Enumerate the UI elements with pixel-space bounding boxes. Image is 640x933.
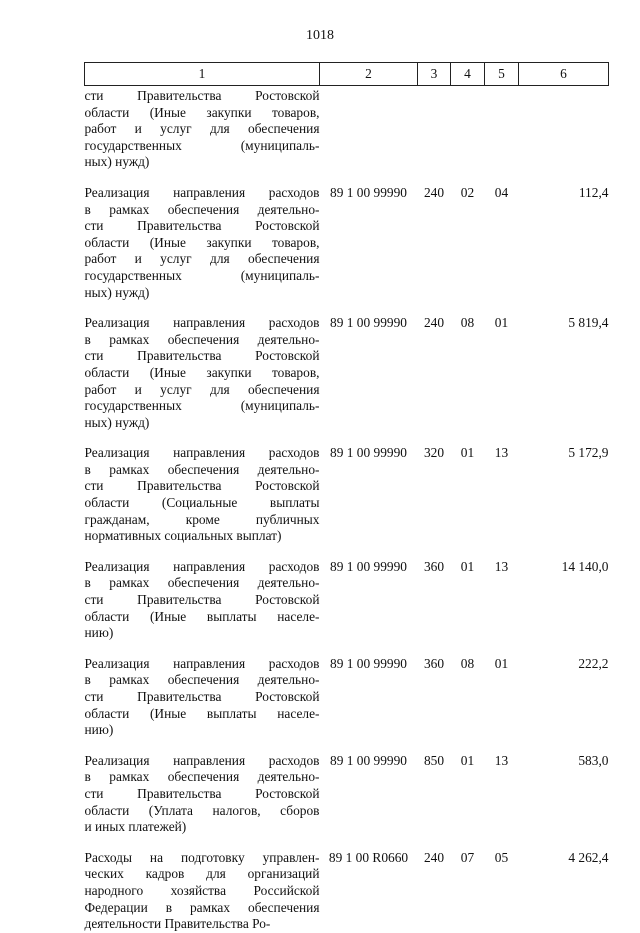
- description-line: ных) нужд): [84, 414, 150, 430]
- description-line: в рамках обеспечения деятельно-: [84, 672, 320, 688]
- description-line: нию): [84, 722, 114, 738]
- description-line: народного хозяйства Российской: [84, 882, 320, 898]
- row-spacer: [85, 171, 609, 185]
- description-line: гражданам, кроме публичных: [84, 511, 320, 527]
- description-line: сти Правительства Ростовской: [84, 218, 320, 234]
- target-article-code: 89 1 00 99990: [330, 655, 407, 671]
- description-line: области (Иные закупки товаров,: [84, 104, 320, 120]
- section-code: 08: [460, 315, 475, 331]
- table-row: [85, 315, 609, 431]
- subsection-code: 05: [494, 849, 509, 865]
- section-code: 01: [460, 445, 475, 461]
- description-line: области (Социальные выплаты: [84, 495, 320, 511]
- description-line: ных) нужд): [84, 154, 150, 170]
- description-line: в рамках обеспечения деятельно-: [84, 769, 320, 785]
- description-line: области (Иные закупки товаров,: [84, 234, 320, 250]
- amount-value: 5 172,9: [568, 445, 609, 461]
- subsection-code: 13: [494, 445, 509, 461]
- row-spacer: [85, 836, 609, 850]
- table-row: [85, 559, 609, 642]
- column-header-5: 5: [485, 63, 519, 86]
- description-line: сти Правительства Ростовской: [84, 478, 320, 494]
- description-line: Реализация направления расходов: [84, 558, 320, 574]
- page-number: 1018: [306, 28, 334, 43]
- description-line: Федерации в рамках обеспечения: [84, 899, 320, 915]
- description-line: Реализация направления расходов: [84, 184, 320, 200]
- section-code: 02: [460, 184, 475, 200]
- description-cell: [85, 86, 320, 171]
- column-header-4: 4: [451, 63, 485, 86]
- subsection-code: 01: [494, 655, 509, 671]
- description-line: ческих кадров для организаций: [84, 866, 320, 882]
- section-code: 01: [460, 558, 475, 574]
- description-line: в рамках обеспечения деятельно-: [84, 331, 320, 347]
- description-line: государственных (муниципаль-: [84, 398, 320, 414]
- amount-value: 583,0: [578, 752, 609, 768]
- section-code: 07: [460, 849, 475, 865]
- description-cell: [85, 753, 320, 836]
- description-line: Реализация направления расходов: [84, 655, 320, 671]
- expense-type-code: 240: [423, 184, 445, 200]
- empty-cell: [451, 86, 485, 171]
- empty-cell: [519, 86, 609, 171]
- description-line: Расходы на подготовку управлен-: [84, 849, 320, 865]
- description-line: работ и услуг для обеспечения: [84, 121, 320, 137]
- description-line: Реализация направления расходов: [84, 445, 320, 461]
- description-line: ных) нужд): [84, 284, 150, 300]
- description-line: сти Правительства Ростовской: [84, 348, 320, 364]
- expense-type-code: 850: [423, 752, 445, 768]
- empty-cell: [320, 86, 418, 171]
- description-cell: [85, 656, 320, 739]
- table-row: [85, 753, 609, 836]
- description-line: области (Иные выплаты населе-: [84, 705, 320, 721]
- target-article-code: 89 1 00 99990: [330, 445, 407, 461]
- target-article-code: 89 1 00 99990: [330, 315, 407, 331]
- amount-value: 222,2: [578, 655, 609, 671]
- amount-value: 14 140,0: [561, 558, 609, 574]
- description-line: в рамках обеспечения деятельно-: [84, 461, 320, 477]
- section-code: 01: [460, 752, 475, 768]
- row-spacer: [85, 431, 609, 445]
- table-row: [85, 656, 609, 739]
- description-line: области (Уплата налогов, сборов: [84, 802, 320, 818]
- description-line: сти Правительства Ростовской: [84, 592, 320, 608]
- description-line: Реализация направления расходов: [84, 752, 320, 768]
- column-header-3: 3: [418, 63, 451, 86]
- description-line: области (Иные закупки товаров,: [84, 364, 320, 380]
- row-spacer: [85, 739, 609, 753]
- amount-value: 4 262,4: [568, 849, 609, 865]
- row-spacer: [85, 301, 609, 315]
- target-article-code: 89 1 00 99990: [330, 558, 407, 574]
- description-cell: [85, 850, 320, 933]
- description-cell: [85, 315, 320, 431]
- empty-cell: [485, 86, 519, 171]
- description-line: нормативных социальных выплат): [84, 528, 282, 544]
- description-line: Реализация направления расходов: [84, 315, 320, 331]
- target-article-code: 89 1 00 99990: [330, 184, 407, 200]
- table-row-continuation: [85, 86, 609, 171]
- table-row: [85, 850, 609, 933]
- description-line: сти Правительства Ростовской: [84, 689, 320, 704]
- section-code: 08: [460, 655, 475, 671]
- description-line: сти Правительства Ростовской: [84, 785, 320, 801]
- description-line: государственных (муниципаль-: [84, 137, 320, 153]
- description-cell: [85, 185, 320, 301]
- table-row: [85, 445, 609, 545]
- expense-type-code: 240: [423, 315, 445, 331]
- budget-table: [84, 62, 609, 933]
- description-line: работ и услуг для обеспечения: [84, 251, 320, 267]
- expense-type-code: 240: [423, 849, 445, 865]
- description-line: деятельности Правительства Ро-: [84, 916, 271, 932]
- amount-value: 112,4: [578, 184, 609, 200]
- expense-type-code: 320: [423, 445, 445, 461]
- subsection-code: 04: [494, 184, 509, 200]
- description-cell: [85, 445, 320, 545]
- table-header-row: [85, 63, 609, 86]
- description-line: и иных платежей): [84, 819, 187, 835]
- description-line: нию): [84, 625, 114, 641]
- description-line: сти Правительства Ростовской: [84, 88, 320, 103]
- expense-type-code: 360: [423, 558, 445, 574]
- expense-type-code: 360: [423, 655, 445, 671]
- description-line: в рамках обеспечения деятельно-: [84, 201, 320, 217]
- empty-cell: [418, 86, 451, 171]
- table-row: [85, 185, 609, 301]
- description-line: государственных (муниципаль-: [84, 267, 320, 283]
- target-article-code: 89 1 00 99990: [330, 752, 407, 768]
- description-line: работ и услуг для обеспечения: [84, 381, 320, 397]
- subsection-code: 13: [494, 752, 509, 768]
- description-line: в рамках обеспечения деятельно-: [84, 575, 320, 591]
- column-header-2: 2: [320, 63, 418, 86]
- amount-value: 5 819,4: [568, 315, 609, 331]
- target-article-code: 89 1 00 R0660: [328, 849, 409, 865]
- subsection-code: 01: [494, 315, 509, 331]
- row-spacer: [85, 545, 609, 559]
- column-header-6: 6: [519, 63, 609, 86]
- subsection-code: 13: [494, 558, 509, 574]
- row-spacer: [85, 642, 609, 656]
- description-cell: [85, 559, 320, 642]
- description-line: области (Иные выплаты населе-: [84, 608, 320, 624]
- column-header-1: 1: [85, 63, 320, 86]
